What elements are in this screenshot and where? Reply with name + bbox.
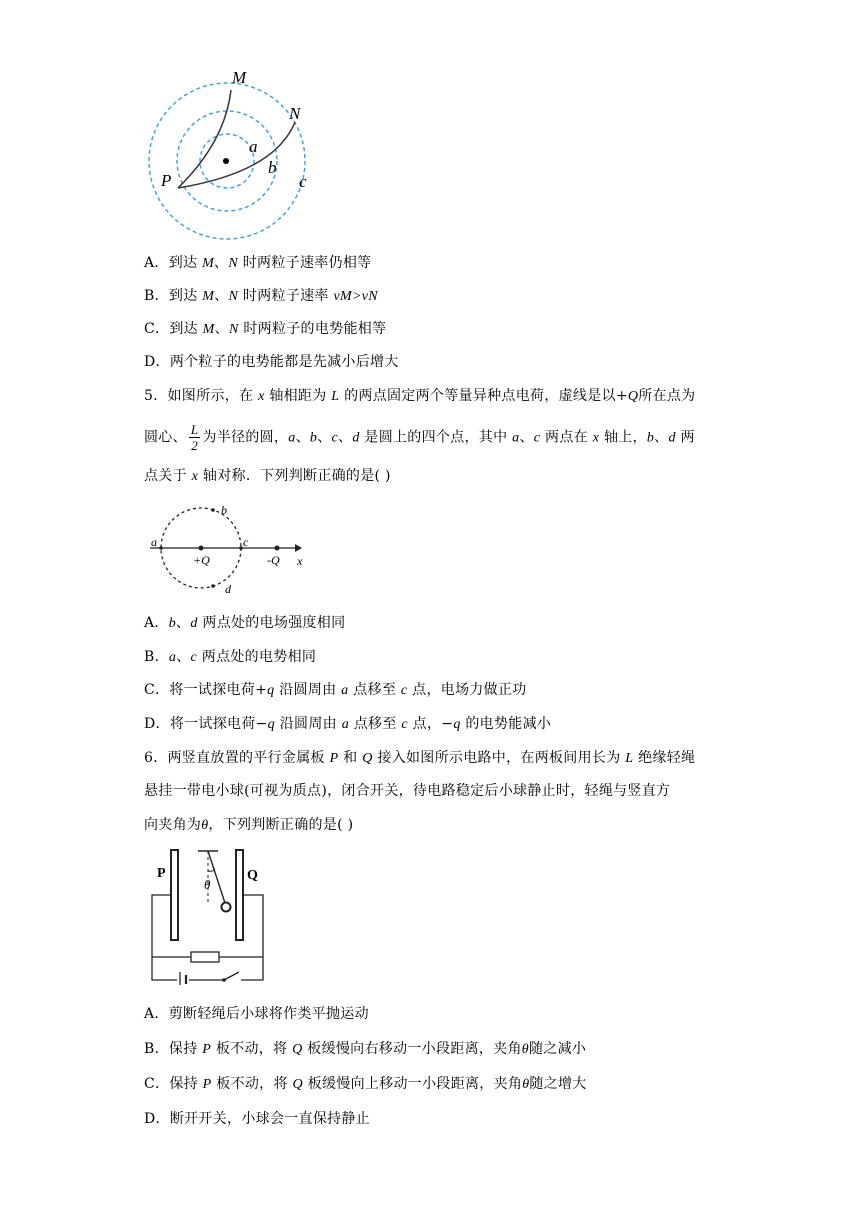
var: c xyxy=(331,430,339,446)
text: 、 xyxy=(214,288,229,304)
text: 到达 xyxy=(168,255,203,271)
fraction-denominator: 2 xyxy=(191,438,199,453)
var: a xyxy=(512,430,520,446)
var: a xyxy=(341,683,349,698)
text: 、 xyxy=(176,649,191,665)
q5-option-a[interactable] xyxy=(144,613,345,634)
var: a xyxy=(288,430,296,446)
q6-stem-line3 xyxy=(144,815,353,836)
charged-ball xyxy=(222,903,231,912)
label-a: a xyxy=(151,535,157,549)
var: x xyxy=(258,389,265,404)
text: 点，− xyxy=(407,716,454,732)
option-letter: D． xyxy=(144,716,170,732)
var: a xyxy=(168,650,177,665)
x-axis-arrow-icon xyxy=(295,544,302,552)
text: 点移至 xyxy=(348,682,401,698)
text: 两 xyxy=(675,429,695,446)
text: 、 xyxy=(654,429,669,446)
fraction-numerator: L xyxy=(190,422,199,437)
center-charge xyxy=(223,158,229,164)
option-letter: D． xyxy=(144,1111,170,1127)
label-d: d xyxy=(225,582,231,596)
text: 到达 xyxy=(168,288,203,304)
text: 轴上， xyxy=(599,429,647,446)
point-b xyxy=(211,508,215,512)
text: 是圆上的四个点，其中 xyxy=(359,429,513,446)
var: P xyxy=(329,751,339,766)
text: 板不动，将 xyxy=(211,1041,293,1057)
var: x xyxy=(592,430,600,446)
label-plus-q: +Q xyxy=(193,553,210,567)
label-theta: θ xyxy=(204,877,211,892)
option-letter: D． xyxy=(144,354,170,370)
q5-stem-line3 xyxy=(144,466,391,487)
text: 沿圆周由 xyxy=(274,682,342,698)
label-p: P xyxy=(161,171,172,190)
outer-wire xyxy=(152,895,263,980)
q5-stem-line2 xyxy=(144,422,695,453)
text: 时两粒子速率 xyxy=(238,288,334,304)
text: 的电势能减小 xyxy=(460,716,552,732)
q6-stem-line2 xyxy=(144,781,670,801)
text: 断开开关，小球会一直保持静止 xyxy=(169,1111,371,1127)
text: 轴对称．下列判断正确的是( ) xyxy=(198,468,391,484)
text: 、 xyxy=(214,255,229,271)
var: θ xyxy=(521,1042,529,1057)
var: Q xyxy=(292,1042,303,1057)
var: d xyxy=(190,616,198,631)
option-letter: C． xyxy=(144,682,170,698)
var: b xyxy=(309,430,318,446)
var: Q xyxy=(627,389,639,404)
text: 时两粒子速率仍相等 xyxy=(238,255,372,271)
text: 绝缘轻绳 xyxy=(633,750,696,766)
q6-option-d[interactable] xyxy=(144,1109,370,1129)
label-a: a xyxy=(249,137,258,156)
text: 将一试探电荷+ xyxy=(169,682,268,698)
text: 的两点固定两个等量异种点电荷，虚线是以+ xyxy=(339,388,628,404)
option-letter: B． xyxy=(144,649,169,665)
var: b xyxy=(168,616,177,631)
text: 为半径的圆， xyxy=(202,429,289,446)
text: 、 xyxy=(519,429,534,446)
text: 点移至 xyxy=(349,716,402,732)
trajectory-m xyxy=(178,90,231,188)
var: d xyxy=(668,430,676,446)
var: c xyxy=(400,683,408,698)
figure-concentric-field xyxy=(140,60,340,245)
var: Q xyxy=(362,751,373,766)
text: 两点处的电势相同 xyxy=(197,649,317,665)
text: 保持 xyxy=(168,1041,203,1057)
charge-plus xyxy=(199,546,204,551)
text: 保持 xyxy=(169,1076,203,1092)
label-q: Q xyxy=(247,868,258,883)
text: 两点在 xyxy=(540,429,593,446)
text: 6．两竖直放置的平行金属板 xyxy=(144,750,330,766)
text: 点关于 xyxy=(144,468,192,484)
text: 随之减小 xyxy=(528,1041,587,1057)
text: ，下列判断正确的是( ) xyxy=(208,817,354,833)
var: c xyxy=(401,717,408,732)
var: c xyxy=(533,430,541,446)
text: 将一试探电荷− xyxy=(169,716,268,732)
text: 板不动，将 xyxy=(211,1076,293,1092)
option-letter: B． xyxy=(144,288,169,304)
text: 时两粒子的电势能相等 xyxy=(238,321,387,337)
q4-option-c[interactable] xyxy=(144,319,386,340)
var: a xyxy=(341,717,349,732)
var: P xyxy=(202,1042,212,1057)
var: N xyxy=(228,256,238,271)
resistor xyxy=(191,952,219,962)
q4-option-a[interactable] xyxy=(144,253,371,274)
option-letter: C． xyxy=(144,1076,170,1092)
var: Q xyxy=(292,1077,303,1092)
var: q xyxy=(453,717,461,732)
q5-option-c[interactable] xyxy=(144,680,527,701)
var: c xyxy=(190,650,198,665)
text: 剪断轻绳后小球将作类平抛运动 xyxy=(168,1006,369,1022)
battery-gap xyxy=(177,972,189,985)
text: 、 xyxy=(176,615,191,631)
charge-minus xyxy=(275,546,280,551)
label-minus-q: -Q xyxy=(267,553,280,567)
option-letter: A． xyxy=(144,1006,169,1022)
var: d xyxy=(352,430,360,446)
text: 5．如图所示，在 xyxy=(144,388,259,404)
var: x xyxy=(191,469,199,484)
label-b: b xyxy=(221,503,227,517)
var: θ xyxy=(201,818,209,833)
label-c: c xyxy=(243,535,249,549)
label-x: x xyxy=(297,554,303,568)
option-letter: C． xyxy=(144,321,170,337)
trajectory-n xyxy=(178,122,295,188)
q6-stem-line1 xyxy=(144,748,695,769)
q5-option-b[interactable] xyxy=(144,647,316,668)
string xyxy=(208,851,225,903)
q6-option-b[interactable] xyxy=(144,1039,586,1060)
text: 到达 xyxy=(169,321,203,337)
text: 板缓慢向上移动一小段距离，夹角 xyxy=(302,1076,523,1092)
var: q xyxy=(267,717,275,732)
text: 悬挂一带电小球(可视为质点)，闭合开关，待电路稳定后小球静止时，轻绳与竖直方 xyxy=(144,783,671,799)
q4-option-b[interactable] xyxy=(144,286,378,307)
plate-q xyxy=(236,850,243,940)
text: 向夹角为 xyxy=(144,817,202,833)
var: θ xyxy=(522,1077,530,1092)
figure-capacitor-circuit xyxy=(143,845,273,985)
figure-dipole-circle xyxy=(145,500,310,598)
var: M xyxy=(202,256,215,271)
fraction-l-over-2 xyxy=(189,422,201,453)
text: 、 xyxy=(317,429,332,446)
text: 所在点为 xyxy=(638,388,696,404)
label-n: N xyxy=(289,104,301,123)
text: 、 xyxy=(295,429,310,446)
label-c: c xyxy=(299,172,307,191)
q5-option-d[interactable] xyxy=(144,714,551,735)
var: M xyxy=(202,289,215,304)
plate-p xyxy=(171,850,178,940)
text: 随之增大 xyxy=(529,1076,587,1092)
q6-option-c[interactable] xyxy=(144,1074,587,1095)
var: M xyxy=(202,322,215,337)
text: 和 xyxy=(338,750,363,766)
q5-stem-line1 xyxy=(144,386,695,407)
text: 圆心、 xyxy=(144,429,187,446)
text: 轴相距为 xyxy=(264,388,332,404)
text: 、 xyxy=(338,429,353,446)
var: L xyxy=(331,389,340,404)
var: b xyxy=(646,430,655,446)
label-m: M xyxy=(232,68,247,87)
text: 两个粒子的电势能都是先减小后增大 xyxy=(169,354,399,370)
option-letter: A． xyxy=(144,615,169,631)
option-letter: A． xyxy=(144,255,169,271)
q4-option-d[interactable] xyxy=(144,352,399,372)
q6-option-a[interactable] xyxy=(144,1004,369,1024)
var: L xyxy=(625,751,634,766)
text: 接入如图所示电路中，在两板间用长为 xyxy=(372,750,626,766)
point-d xyxy=(211,584,215,588)
text: 板缓慢向右移动一小段距离，夹角 xyxy=(302,1041,522,1057)
var: N xyxy=(228,322,239,337)
text: 点，电场力做正功 xyxy=(407,682,527,698)
var: vM>vN xyxy=(333,289,378,304)
text: 、 xyxy=(214,321,229,337)
text: 两点处的电场强度相同 xyxy=(197,615,346,631)
label-b: b xyxy=(268,158,277,177)
var: P xyxy=(202,1077,212,1092)
label-p: P xyxy=(157,866,166,881)
point-a xyxy=(159,546,163,550)
var: q xyxy=(267,683,275,698)
var: N xyxy=(228,289,239,304)
option-letter: B． xyxy=(144,1041,169,1057)
text: 沿圆周由 xyxy=(274,716,342,732)
